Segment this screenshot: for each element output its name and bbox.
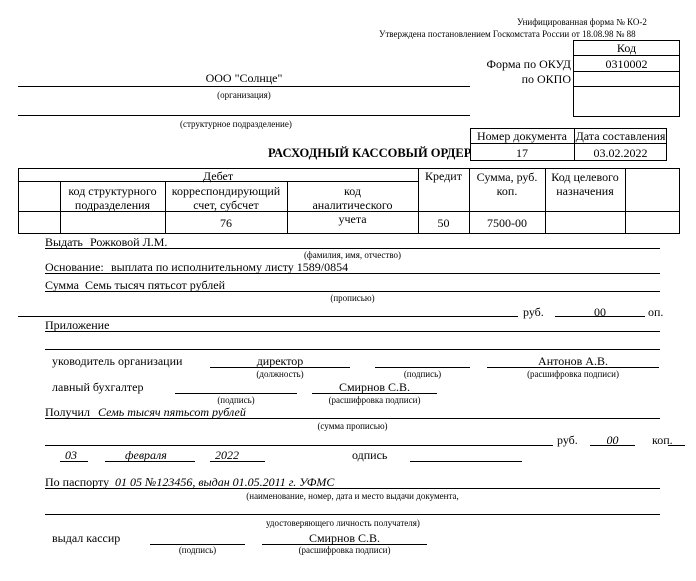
cashier-decode-caption: (расшифровка подписи) xyxy=(298,545,391,555)
attachment-label: Приложение xyxy=(45,318,110,332)
order-title: РАСХОДНЫЙ КАССОВЫЙ ОРДЕР xyxy=(268,146,472,160)
approval-note: Утверждена постановлением Госкомстата России от 18.08.98 № 88 xyxy=(379,29,636,39)
receipt-year: 2022 xyxy=(215,448,239,462)
organization-caption: (организация) xyxy=(217,90,271,100)
basis-label: Основание: xyxy=(45,260,104,274)
receipt-sign-label: одпись xyxy=(352,448,388,462)
issue-caption: (фамилия, имя, отчество) xyxy=(303,250,402,260)
okud-value: 0310002 xyxy=(605,57,648,71)
purpose-header: Код целевого назначения xyxy=(551,170,619,198)
accountant-label: лавный бухгалтер xyxy=(52,380,144,394)
head-position-caption: (должность) xyxy=(256,369,304,379)
doc-date: 03.02.2022 xyxy=(593,146,648,160)
head-sign-caption: (подпись) xyxy=(403,369,442,379)
head-name: Антонов А.В. xyxy=(538,354,608,368)
sum-value: Семь тысяч пятьсот рублей xyxy=(85,278,226,292)
accountant-decode-caption: (расшифровка подписи) xyxy=(328,395,421,405)
issue-value: Рожковой Л.М. xyxy=(90,235,168,249)
received-label: Получил xyxy=(45,405,90,419)
basis-value: выплата по исполнительному листу 1589/0854 xyxy=(111,260,349,274)
kop-label: оп. xyxy=(648,305,664,319)
cashier-name: Смирнов С.В. xyxy=(308,531,381,545)
debit-header: Дебет xyxy=(202,169,234,183)
rub-label: руб. xyxy=(523,305,544,319)
head-position: директор xyxy=(256,354,304,368)
passport-value: 01 05 №123456, выдан 01.05.2011 г. УФМС xyxy=(115,475,335,489)
accountant-name: Смирнов С.В. xyxy=(338,380,411,394)
code-header: Код xyxy=(616,41,637,55)
passport-label: По паспорту xyxy=(45,475,110,489)
okud-label: Форма по ОКУД xyxy=(486,57,571,71)
okpo-label: по ОКПО xyxy=(521,72,571,86)
receipt-day: 03 xyxy=(65,448,77,462)
receipt-rub: руб. xyxy=(557,433,578,447)
row-sum: 7500-00 xyxy=(487,216,527,230)
receipt-kop-label: коп. xyxy=(652,433,673,447)
kop-value: 00 xyxy=(594,305,606,319)
sum-label: Сумма xyxy=(45,278,79,292)
sum-caption: (прописью) xyxy=(330,293,375,303)
sum-header: Сумма, руб. коп. xyxy=(476,170,538,198)
date-label: Дата составления xyxy=(575,129,666,143)
department-caption: (структурное подразделение) xyxy=(180,119,292,129)
row-corr: 76 xyxy=(220,216,232,230)
head-label: уководитель организации xyxy=(52,354,183,368)
passport-caption: (наименование, номер, дата и место выдачи документа, xyxy=(246,491,459,501)
receipt-month: февраля xyxy=(125,448,167,462)
receipt-kop-value: 00 xyxy=(606,433,619,447)
row-credit: 50 xyxy=(437,216,450,230)
passport-caption-2: удостоверяющего личность получателя) xyxy=(266,518,420,528)
doc-number-label: Номер документа xyxy=(476,129,568,143)
cashier-sign-caption: (подпись) xyxy=(178,545,217,555)
issue-label: Выдать xyxy=(45,235,83,249)
cashier-label: выдал кассир xyxy=(52,531,121,545)
head-decode-caption: (расшифровка подписи) xyxy=(527,369,619,379)
credit-header: Кредит xyxy=(425,169,462,183)
col-struct-header: код структурного подразделения xyxy=(68,184,157,212)
organization-name: ООО "Солнце" xyxy=(205,71,283,85)
received-caption: (сумма прописью) xyxy=(317,421,388,431)
col-analytic-header: код аналитического учета xyxy=(312,184,393,226)
form-name: Унифицированная форма № КО-2 xyxy=(517,17,647,27)
col-corr-header: корреспондирующий счет, субсчет xyxy=(171,184,281,212)
received-value: Семь тысяч пятьсот рублей xyxy=(98,405,246,419)
accountant-sign-caption: (подпись) xyxy=(217,395,255,405)
doc-number: 17 xyxy=(516,146,528,160)
